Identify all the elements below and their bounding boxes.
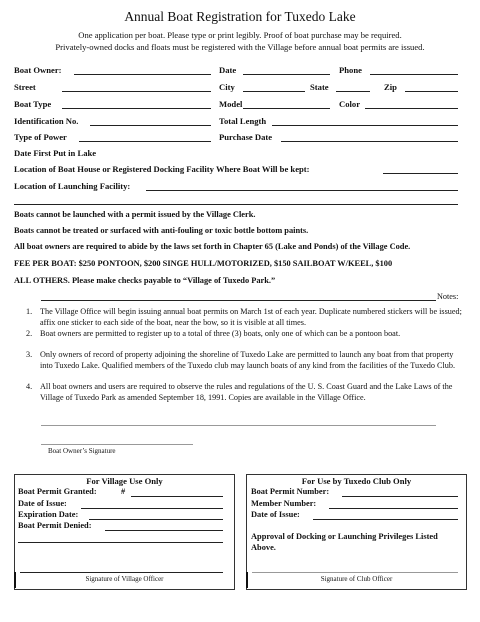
club-signature-line[interactable] xyxy=(252,572,458,573)
club-signature-label: Signature of Club Officer xyxy=(320,575,393,583)
village-hash-label: # xyxy=(121,487,126,496)
note-number-4: 4. xyxy=(26,382,33,391)
color-field[interactable] xyxy=(365,108,458,109)
type-of-power-field[interactable] xyxy=(79,141,211,142)
village-date-of-issue-label: Date of Issue: xyxy=(18,499,67,508)
color-label: Color xyxy=(339,99,361,109)
identification-field[interactable] xyxy=(90,125,211,126)
intro-line-2: Privately-owned docks and floats must be registered with the Village before annual boat permits are issued. xyxy=(55,42,425,52)
note-number-2: 2. xyxy=(26,329,33,338)
launching-field[interactable] xyxy=(146,190,458,191)
boat-house-label: Location of Boat House or Registered Docking Facility Where Boat Will be kept: xyxy=(14,164,310,174)
total-length-label: Total Length xyxy=(219,116,267,126)
boat-type-field[interactable] xyxy=(62,108,211,109)
village-permit-denied-label: Boat Permit Denied: xyxy=(18,521,92,530)
village-permit-granted-label: Boat Permit Granted: xyxy=(18,487,97,496)
owner-signature-line[interactable] xyxy=(41,444,193,445)
club-approval-text: Approval of Docking or Launching Privileges Listed Above. xyxy=(251,532,438,552)
launching-label: Location of Launching Facility: xyxy=(14,181,131,191)
village-extra-line[interactable] xyxy=(18,542,223,543)
club-member-number-field[interactable] xyxy=(329,508,458,509)
date-first-label: Date First Put in Lake xyxy=(14,148,97,158)
club-box-left-bar xyxy=(246,572,248,588)
street-field[interactable] xyxy=(62,91,211,92)
intro-line-1: One application per boat. Please type or print legibly. Proof of boat purchase may be required. xyxy=(78,30,402,40)
notes-line[interactable] xyxy=(41,300,436,301)
launching-field-extra[interactable] xyxy=(14,204,458,205)
note-item-3: Only owners of record of property adjoining the shoreline of Tuxedo Lake are permitted to launch any boat from that property into Tuxedo Lake. Qualified members of the Tuxedo club may launch boats of any kind from the facilities of the Tuxedo Club. xyxy=(40,350,456,370)
note-item-4: All boat owners and users are required to observe the rules and regulations of the U. S. Coast Guard and the Lake Laws of the Village of Tuxedo Park as amended September 18, 1991. Copies are available in the Village Office. xyxy=(40,382,453,402)
zip-label: Zip xyxy=(384,82,397,92)
note-number-3: 3. xyxy=(26,350,33,359)
type-of-power-label: Type of Power xyxy=(14,132,67,142)
village-use-box xyxy=(14,474,235,590)
state-field[interactable] xyxy=(336,91,370,92)
village-date-of-issue-field[interactable] xyxy=(81,508,223,509)
rule-3: All boat owners are required to abide by the laws set forth in Chapter 65 (Lake and Ponds) of the Village Code. xyxy=(14,242,411,251)
village-signature-label: Signature of Village Officer xyxy=(85,575,164,583)
page-title: Annual Boat Registration for Tuxedo Lake xyxy=(124,9,356,24)
rule-2: Boats cannot be treated or surfaced with anti-fouling or toxic bottle bottom paints. xyxy=(14,226,309,235)
identification-label: Identification No. xyxy=(14,116,79,126)
owner-signature-label: Boat Owner’s Signature xyxy=(48,447,116,455)
phone-field[interactable] xyxy=(370,74,458,75)
note-item-2: Boat owners are permitted to register up to a total of three (3) boats, only one of which can be a pontoon boat. xyxy=(40,329,401,338)
village-permit-number-field[interactable] xyxy=(131,496,223,497)
village-signature-line[interactable] xyxy=(20,572,223,573)
club-use-box xyxy=(246,474,467,590)
club-box-header: For Use by Tuxedo Club Only xyxy=(301,476,412,486)
notes-label: Notes: xyxy=(437,292,459,301)
state-label: State xyxy=(310,82,329,92)
rule-1: Boats cannot be launched with a permit issued by the Village Clerk. xyxy=(14,210,256,219)
club-permit-number-label: Boat Permit Number: xyxy=(251,487,330,496)
village-expiration-label: Expiration Date: xyxy=(18,510,79,519)
village-expiration-field[interactable] xyxy=(89,519,223,520)
boat-owner-field[interactable] xyxy=(74,74,211,75)
zip-field[interactable] xyxy=(405,91,458,92)
club-date-of-issue-field[interactable] xyxy=(313,519,458,520)
village-box-left-bar xyxy=(14,572,16,588)
phone-label: Phone xyxy=(339,65,362,75)
notes-bottom-line[interactable] xyxy=(41,425,436,426)
rule-4: FEE PER BOAT: $250 PONTOON, $200 SINGE HULL/MOTORIZED, $150 SAILBOAT W/KEEL, $100 xyxy=(14,259,393,268)
note-item-1: The Village Office will begin issuing annual boat permits on March 1st of each year. Duplicate numbered stickers will be issued; affix one sticker to each side of the boat, near the bow, so it is visible at all times. xyxy=(40,307,462,327)
model-field[interactable] xyxy=(243,108,330,109)
note-number-1: 1. xyxy=(26,307,33,316)
city-label: City xyxy=(219,82,235,92)
boat-owner-label: Boat Owner: xyxy=(14,65,62,75)
boat-house-field[interactable] xyxy=(383,173,458,174)
city-field[interactable] xyxy=(243,91,305,92)
club-date-of-issue-label: Date of Issue: xyxy=(251,510,300,519)
model-label: Model xyxy=(219,99,243,109)
street-label: Street xyxy=(14,82,36,92)
purchase-date-field[interactable] xyxy=(281,141,458,142)
rule-5: ALL OTHERS. Please make checks payable to “Village of Tuxedo Park.” xyxy=(14,276,276,285)
date-label: Date xyxy=(219,65,237,75)
date-field[interactable] xyxy=(243,74,330,75)
village-permit-denied-field[interactable] xyxy=(105,530,223,531)
boat-type-label: Boat Type xyxy=(14,99,52,109)
purchase-date-label: Purchase Date xyxy=(219,132,273,142)
club-member-number-label: Member Number: xyxy=(251,499,317,508)
total-length-field[interactable] xyxy=(272,125,458,126)
village-box-header: For Village Use Only xyxy=(86,476,163,486)
club-permit-number-field[interactable] xyxy=(342,496,458,497)
